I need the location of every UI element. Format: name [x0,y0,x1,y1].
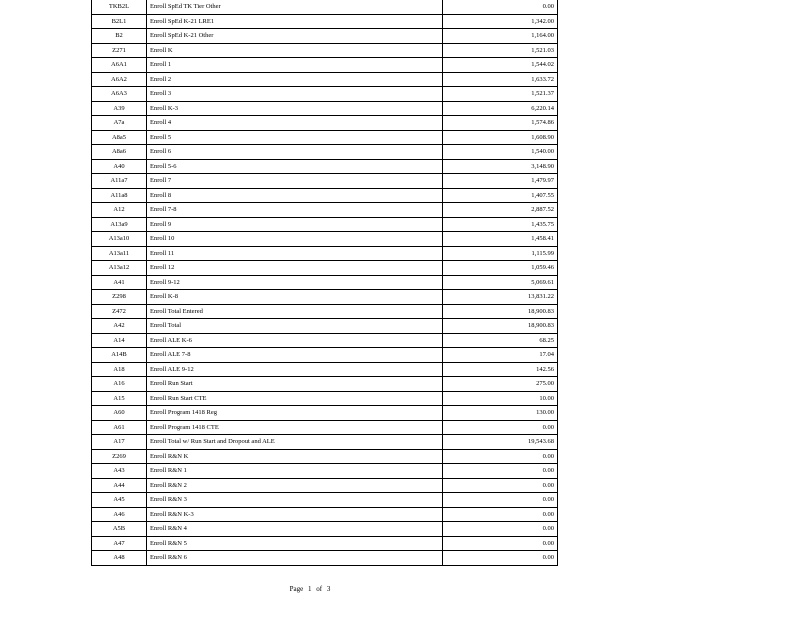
table-row [92,464,558,479]
row-amount: 130.00 [443,406,558,421]
row-amount: 10.00 [443,391,558,406]
table-row [92,275,558,290]
row-description: Enroll Total [147,319,443,334]
row-code: Z298 [92,290,147,305]
report-sheet [91,0,557,566]
row-amount: 1,164.00 [443,29,558,44]
row-description: Enroll Run Start [147,377,443,392]
table-row [92,101,558,116]
row-description: Enroll Total w/ Run Start and Dropout and ALE [147,435,443,450]
row-amount: 3,148.90 [443,159,558,174]
row-code: A13a11 [92,246,147,261]
row-amount: 1,540.00 [443,145,558,160]
row-code: Z269 [92,449,147,464]
row-code: A60 [92,406,147,421]
row-amount: 68.25 [443,333,558,348]
row-description: Enroll 11 [147,246,443,261]
row-description: Enroll R&N 3 [147,493,443,508]
row-code: TKB2L [92,0,147,14]
row-description: Enroll R&N 4 [147,522,443,537]
table-row [92,536,558,551]
row-amount: 1,059.46 [443,261,558,276]
table-row [92,14,558,29]
row-amount: 0.00 [443,522,558,537]
table-row [92,246,558,261]
row-amount: 0.00 [443,551,558,566]
row-amount: 1,521.37 [443,87,558,102]
row-description: Enroll 8 [147,188,443,203]
row-description: Enroll 7-8 [147,203,443,218]
row-code: Z472 [92,304,147,319]
row-description: Enroll Program 1418 CTE [147,420,443,435]
row-amount: 6,220.14 [443,101,558,116]
enrollment-table-body [92,0,558,565]
row-code: A7a [92,116,147,131]
row-description: Enroll 3 [147,87,443,102]
table-row [92,391,558,406]
table-row [92,333,558,348]
row-code: A48 [92,551,147,566]
table-row [92,232,558,247]
table-row [92,29,558,44]
table-row [92,217,558,232]
row-code: A14B [92,348,147,363]
row-code: A41 [92,275,147,290]
page-current: 1 [308,585,312,593]
row-amount: 1,435.75 [443,217,558,232]
row-code: A8a6 [92,145,147,160]
row-amount: 0.00 [443,507,558,522]
row-code: A17 [92,435,147,450]
table-row [92,507,558,522]
row-code: A6A1 [92,58,147,73]
row-code: A8a5 [92,130,147,145]
row-amount: 0.00 [443,536,558,551]
table-row [92,188,558,203]
row-amount: 1,342.00 [443,14,558,29]
table-row [92,0,558,14]
page-label: Page [289,585,304,593]
row-description: Enroll R&N 1 [147,464,443,479]
row-description: Enroll R&N 5 [147,536,443,551]
table-row [92,58,558,73]
row-code: A12 [92,203,147,218]
row-description: Enroll SpEd TK Tier Other [147,0,443,14]
row-description: Enroll K-3 [147,101,443,116]
row-description: Enroll R&N K-3 [147,507,443,522]
row-code: A6A2 [92,72,147,87]
row-amount: 0.00 [443,420,558,435]
row-code: A18 [92,362,147,377]
row-description: Enroll 4 [147,116,443,131]
row-code: A42 [92,319,147,334]
table-row [92,203,558,218]
table-row [92,116,558,131]
row-amount: 2,887.52 [443,203,558,218]
row-description: Enroll 10 [147,232,443,247]
row-description: Enroll Total Entered [147,304,443,319]
row-code: A15 [92,391,147,406]
page-footer [0,585,620,593]
table-row [92,130,558,145]
table-row [92,551,558,566]
table-row [92,304,558,319]
row-code: A5B [92,522,147,537]
row-code: A39 [92,101,147,116]
row-description: Enroll K-8 [147,290,443,305]
table-row [92,406,558,421]
row-description: Enroll ALE 7-8 [147,348,443,363]
table-row [92,435,558,450]
table-row [92,377,558,392]
table-row [92,72,558,87]
row-description: Enroll 7 [147,174,443,189]
table-row [92,348,558,363]
row-description: Enroll ALE K-6 [147,333,443,348]
row-code: A11a8 [92,188,147,203]
row-amount: 1,608.90 [443,130,558,145]
row-description: Enroll 5-6 [147,159,443,174]
row-description: Enroll 9 [147,217,443,232]
table-row [92,319,558,334]
row-amount: 13,831.22 [443,290,558,305]
row-code: A14 [92,333,147,348]
row-description: Enroll SpEd K-21 Other [147,29,443,44]
row-description: Enroll Program 1418 Reg [147,406,443,421]
row-code: Z271 [92,43,147,58]
row-description: Enroll R&N 2 [147,478,443,493]
row-description: Enroll 1 [147,58,443,73]
row-amount: 0.00 [443,0,558,14]
row-amount: 5,069.61 [443,275,558,290]
table-row [92,261,558,276]
row-description: Enroll Run Start CTE [147,391,443,406]
row-amount: 275.00 [443,377,558,392]
row-code: A16 [92,377,147,392]
table-row [92,87,558,102]
row-amount: 1,479.97 [443,174,558,189]
row-description: Enroll 6 [147,145,443,160]
row-description: Enroll 9-12 [147,275,443,290]
table-row [92,522,558,537]
row-code: A11a7 [92,174,147,189]
row-description: Enroll ALE 9-12 [147,362,443,377]
row-code: A61 [92,420,147,435]
table-row [92,174,558,189]
row-description: Enroll R&N K [147,449,443,464]
row-amount: 18,900.83 [443,304,558,319]
table-row [92,449,558,464]
table-row [92,362,558,377]
row-code: B2L1 [92,14,147,29]
row-amount: 0.00 [443,449,558,464]
row-amount: 1,115.99 [443,246,558,261]
table-row [92,478,558,493]
enrollment-table [91,0,558,566]
row-code: A40 [92,159,147,174]
row-code: A13a10 [92,232,147,247]
row-code: B2 [92,29,147,44]
row-code: A13a9 [92,217,147,232]
table-row [92,420,558,435]
row-description: Enroll K [147,43,443,58]
row-amount: 1,407.55 [443,188,558,203]
row-description: Enroll 5 [147,130,443,145]
row-amount: 1,574.86 [443,116,558,131]
table-row [92,159,558,174]
table-row [92,493,558,508]
row-amount: 1,521.03 [443,43,558,58]
row-code: A46 [92,507,147,522]
page-of-label: of [316,585,323,593]
row-code: A13a12 [92,261,147,276]
table-row [92,43,558,58]
row-code: A43 [92,464,147,479]
row-amount: 0.00 [443,478,558,493]
row-amount: 19,543.68 [443,435,558,450]
row-amount: 18,900.83 [443,319,558,334]
row-description: Enroll SpEd K-21 LRE1 [147,14,443,29]
table-row [92,145,558,160]
row-amount: 1,458.41 [443,232,558,247]
row-code: A45 [92,493,147,508]
row-code: A6A3 [92,87,147,102]
row-description: Enroll R&N 6 [147,551,443,566]
row-amount: 0.00 [443,464,558,479]
row-code: A44 [92,478,147,493]
table-row [92,290,558,305]
row-amount: 0.00 [443,493,558,508]
page-total: 3 [326,585,331,593]
row-code: A47 [92,536,147,551]
row-description: Enroll 2 [147,72,443,87]
row-amount: 1,633.72 [443,72,558,87]
row-amount: 17.04 [443,348,558,363]
row-amount: 1,544.02 [443,58,558,73]
row-description: Enroll 12 [147,261,443,276]
row-amount: 142.56 [443,362,558,377]
